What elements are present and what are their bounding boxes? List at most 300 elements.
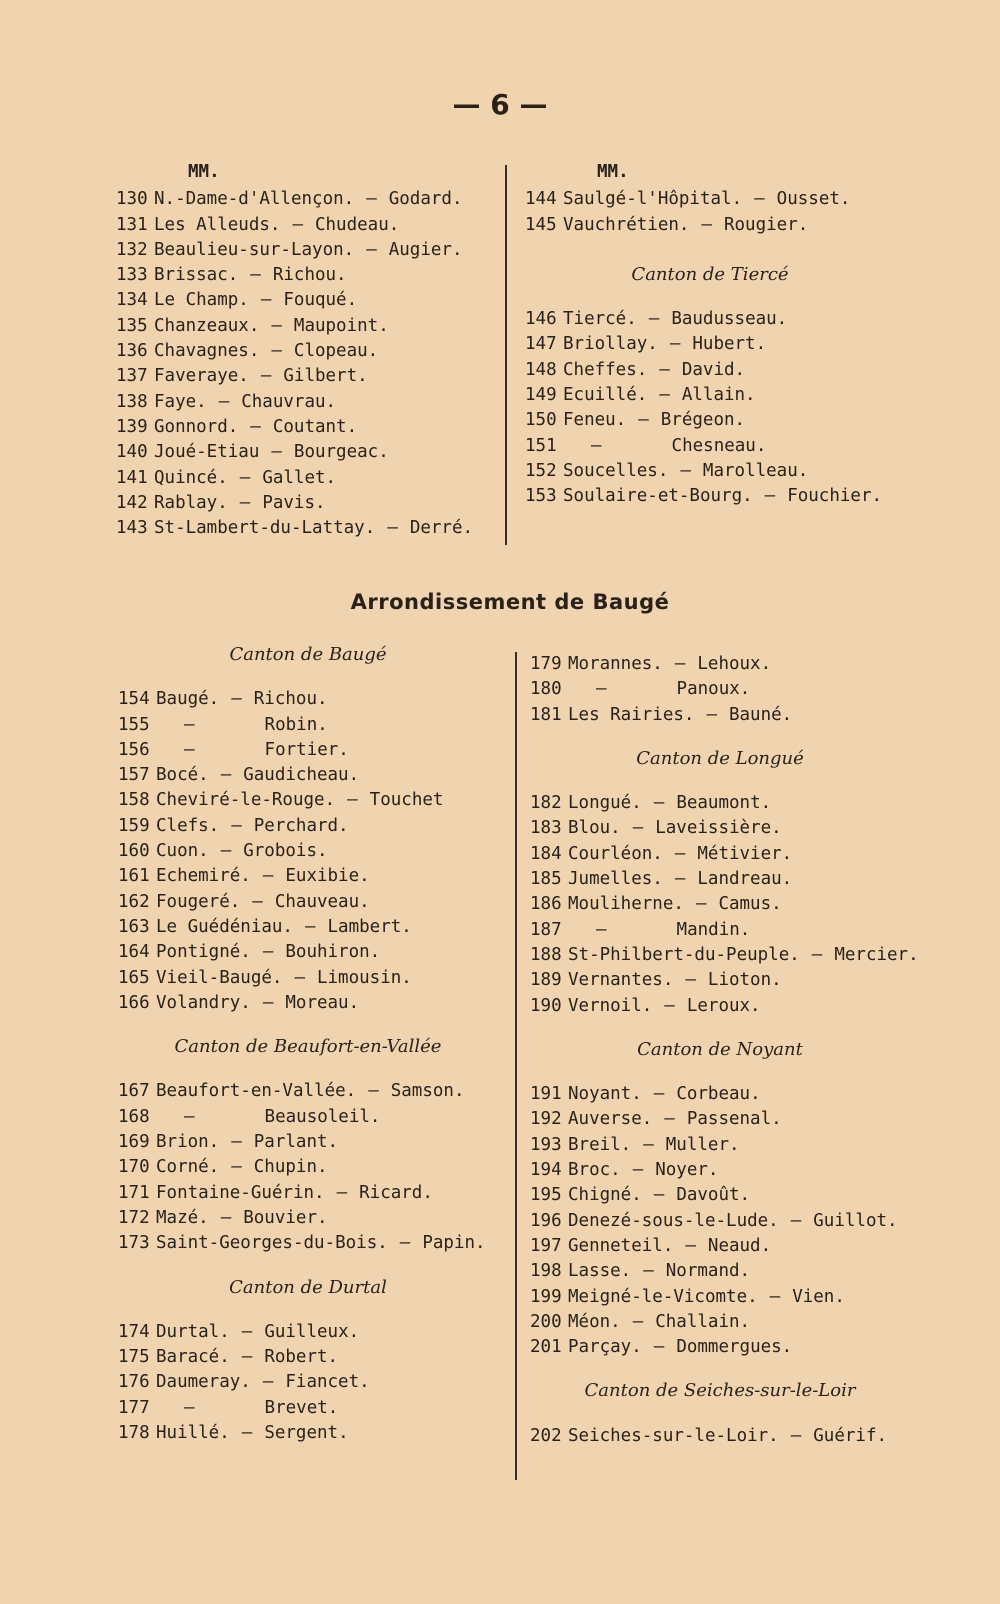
commune-name: Longué. [568,793,642,814]
entry-number: 136 [116,341,148,362]
dash-separator: — [653,793,665,814]
list-entry [118,1181,498,1206]
dash-separator: — [659,385,670,406]
person-name: Robert. [264,1347,339,1368]
dash-separator: — [292,214,303,235]
commune-name: Vernantes. [568,970,674,991]
dash-separator: — [220,1207,232,1228]
person-name: Panoux. [676,679,751,700]
ditto-dash: — [184,1106,195,1127]
commune-name: Pontigné. [156,942,251,963]
entry-number: 132 [116,239,148,260]
list-entry [525,459,895,484]
person-name: Laveissière. [655,818,782,839]
person-name: Chauveau. [274,891,370,912]
person-name: Beaumont. [676,793,772,814]
commune-name: Rablay. [154,492,228,513]
person-name: Baudusseau. [671,309,788,330]
entry-number: 174 [118,1321,150,1342]
list-entry [116,491,496,516]
person-name: Gallet. [262,467,337,488]
list-entry [530,943,919,968]
dash-separator: — [260,366,272,387]
dash-separator: — [231,815,242,836]
entry-number: 187 [530,919,562,940]
list-entry [118,1370,498,1395]
person-name: Lioton. [707,970,782,991]
entry-number: 181 [530,704,562,725]
dash-separator: — [695,894,707,915]
list-entry [118,687,498,712]
entry-number: 157 [118,765,150,786]
list-entry [530,1107,910,1132]
person-name: Fiancet. [285,1372,370,1393]
person-name: Hubert. [692,334,767,355]
list-entry [530,652,910,677]
entry-number: 160 [118,841,150,862]
ditto-dash: — [184,714,195,735]
commune-name: Vernoil. [568,995,653,1016]
entry-number: 148 [525,359,557,380]
entry-number: 141 [116,467,148,488]
list-entry [118,1231,498,1256]
dash-separator: — [220,765,232,786]
entry-number: 140 [116,442,148,463]
dash-separator: — [366,189,377,210]
commune-name: Mazé. [156,1207,209,1228]
commune-name: Courléon. [568,843,663,864]
entry-number: 178 [118,1423,150,1444]
person-name: Sergent. [264,1423,349,1444]
entry-number: 145 [525,214,557,235]
person-name: Chesneau. [671,435,767,456]
list-entry [116,339,496,364]
list-entry [525,307,895,332]
person-name: Touchet [369,790,444,811]
list-entry [118,915,498,940]
list-entry [530,791,910,816]
entry-number: 164 [118,942,150,963]
dash-separator: — [262,942,274,963]
dash-separator: — [664,1109,675,1130]
entry-number: 173 [118,1233,150,1254]
canton-title: Canton de Beaufort-en-Vallée [174,1036,442,1058]
dash-separator: — [790,1210,802,1231]
list-entry [116,288,496,313]
person-name: Grobois. [243,841,328,862]
entry-number: 196 [530,1210,562,1231]
commune-name: Gonnord. [154,416,239,437]
entry-number: 144 [525,189,557,210]
entry-number: 161 [118,866,150,887]
person-name: Fouchier. [787,486,883,507]
entry-number: 191 [530,1084,562,1105]
entry-number: 134 [116,290,148,311]
entry-number: 135 [116,315,148,336]
commune-name: Saulgé-l'Hôpital. [563,189,743,210]
list-entry [525,187,895,212]
person-name: Rougier. [723,214,809,235]
dash-separator: — [632,818,644,839]
dash-separator: — [674,843,686,864]
list-entry [525,213,895,238]
entry-number: 138 [116,391,148,412]
person-name: Papin. [422,1233,486,1254]
list-entry [530,892,910,917]
column-divider-top [505,165,507,545]
dash-separator: — [336,1182,348,1203]
entry-number: 168 [118,1106,150,1127]
entry-number: 147 [525,334,557,355]
entry-number: 149 [525,385,557,406]
commune-name: Lasse. [568,1261,632,1282]
person-name: Challain. [655,1311,751,1332]
entry-number: 172 [118,1207,150,1228]
commune-name: Seiches-sur-le-Loir. [568,1425,779,1446]
commune-name: Les Rairies. [568,704,695,725]
ditto-dash: — [184,1397,195,1418]
list-entry [116,263,496,288]
dash-separator: — [659,359,670,380]
list-entry [118,1421,498,1446]
person-name: Noyer. [655,1160,719,1181]
dash-separator: — [643,1134,654,1155]
dash-separator: — [648,309,660,330]
commune-name: St-Philbert-du-Peuple. [568,944,800,965]
person-name: Bouhiron. [285,942,381,963]
list-entry [118,1206,498,1231]
commune-name: Corné. [156,1157,220,1178]
entry-number: 186 [530,894,562,915]
dash-separator: — [399,1233,411,1254]
entry-number: 188 [530,944,562,965]
entry-number: 165 [118,967,150,988]
dash-separator: — [239,467,251,488]
entry-number: 155 [118,714,150,735]
person-name: Vien. [792,1286,845,1307]
person-name: Coutant. [272,416,358,437]
list-entry [118,890,498,915]
dash-separator: — [271,341,282,362]
entry-number: 182 [530,793,562,814]
canton-title: Canton de Longué [636,747,804,769]
entry-number: 150 [525,410,557,431]
entry-number: 170 [118,1157,150,1178]
commune-name: Huillé. [156,1423,230,1444]
commune-name: Faveraye. [154,366,249,387]
list-entry [116,440,496,465]
list-entry [530,1285,910,1310]
person-name: Clopeau. [293,341,379,362]
list-entry [116,415,496,440]
dash-separator: — [241,1321,253,1342]
entry-number: 162 [118,891,150,912]
dash-separator: — [366,239,377,260]
person-name: Allain. [681,385,756,406]
commune-name: Fontaine-Guérin. [156,1182,325,1203]
entry-number: 130 [116,189,148,210]
entry-number: 176 [118,1372,150,1393]
commune-name: Auverse. [568,1109,653,1130]
ditto-dash: — [596,679,607,700]
list-entry [118,966,498,991]
commune-name: Bocé. [156,765,209,786]
person-name: Augier. [388,239,463,260]
dash-separator: — [764,486,776,507]
dash-separator: — [653,1185,665,1206]
person-name: Leroux. [686,995,761,1016]
list-entry [116,390,496,415]
dash-separator: — [262,992,274,1013]
dash-separator: — [664,995,675,1016]
dash-separator: — [368,1081,379,1102]
list-entry [118,1345,498,1370]
list-entry [530,1259,910,1284]
entry-number: 201 [530,1337,562,1358]
person-name: Parlant. [253,1132,339,1153]
dash-separator: — [271,315,282,336]
person-name: Métivier. [697,843,793,864]
dash-separator: — [294,967,305,988]
list-entry [116,516,496,541]
person-name: Lehoux. [697,654,772,674]
list-entry [118,1396,498,1421]
entry-number: 156 [118,739,150,760]
commune-name: Brissac. [154,265,239,286]
list-entry [118,864,498,889]
list-entry [530,677,910,702]
entry-number: 179 [530,654,562,674]
mm-header: MM. [188,162,220,182]
dash-separator: — [669,334,681,355]
list-entry [530,1234,910,1259]
dash-separator: — [685,970,696,991]
list-entry [530,1310,910,1335]
person-name: Muller. [665,1134,740,1155]
dash-separator: — [685,1235,696,1256]
list-entry [530,1209,910,1234]
person-name: Fortier. [264,739,349,760]
commune-name: Les Alleuds. [154,214,281,235]
dash-separator: — [262,1372,274,1393]
entry-number: 192 [530,1109,562,1130]
commune-name: Chavagnes. [154,341,260,362]
commune-name: Feneu. [563,410,627,431]
top-left-column [116,160,496,541]
commune-name: Cheviré-le-Rouge. [156,790,336,811]
person-name: Marolleau. [702,460,809,481]
commune-name: Joué-Etiau [154,442,260,463]
person-name: David. [681,359,746,380]
commune-name: Jumelles. [568,869,663,890]
commune-name: Echemiré. [156,866,251,887]
person-name: Passenal. [686,1109,782,1130]
commune-name: Saint-Georges-du-Bois. [156,1233,388,1254]
top-right-column [525,160,895,510]
canton-title: Canton de Baugé [229,644,387,665]
person-name: Dommergues. [676,1337,793,1358]
person-name: Brégeon. [660,410,746,431]
person-name: Richou. [253,689,328,710]
commune-name: Vauchrétien. [563,214,690,235]
person-name: Fouqué. [283,290,358,311]
entry-number: 133 [116,265,148,286]
entry-number: 180 [530,679,562,700]
commune-name: Genneteil. [568,1235,674,1256]
person-name: Robin. [264,714,328,735]
entry-number: 151 [525,435,557,456]
commune-name: Blou. [568,818,621,839]
ditto-dash: — [184,739,195,760]
person-name: Moreau. [285,992,360,1013]
person-name: Bouvier. [243,1207,328,1228]
commune-name: Noyant. [568,1084,642,1105]
list-entry [118,763,498,788]
commune-name: Morannes. [568,654,663,674]
dash-separator: — [260,290,272,311]
list-entry [530,842,910,867]
dash-separator: — [680,460,691,481]
person-name: Bourgeac. [293,442,389,463]
commune-name: Daumeray. [156,1372,251,1393]
dash-separator: — [252,891,263,912]
dash-separator: — [231,1132,242,1153]
entry-number: 131 [116,214,148,235]
list-entry [116,238,496,263]
entry-number: 197 [530,1235,562,1256]
person-name: Limousin. [316,967,412,988]
canton-title: Canton de Tiercé [631,263,789,285]
person-name: Ricard. [359,1182,433,1203]
entry-number: 159 [118,815,150,836]
dash-separator: — [632,1311,644,1332]
entry-number: 194 [530,1160,562,1181]
list-entry [118,788,498,813]
entry-number: 183 [530,818,562,839]
bottom-left-column [118,642,498,1446]
commune-name: Breil. [568,1134,632,1155]
dash-separator: — [653,1084,665,1105]
commune-name: Le Guédéniau. [156,916,293,937]
person-name: Mandin. [676,919,751,940]
list-entry [118,1320,498,1345]
dash-separator: — [674,869,686,890]
list-entry [525,383,895,408]
person-name: Brevet. [264,1397,339,1418]
list-entry [118,940,498,965]
entry-number: 153 [525,486,557,507]
person-name: Corbeau. [676,1084,761,1105]
canton-title: Canton de Seiches-sur-le-Loir [584,1380,856,1402]
commune-name: Cheffes. [563,359,648,380]
person-name: Maupoint. [293,315,389,336]
list-entry [530,968,910,993]
person-name: Davoût. [676,1185,751,1206]
commune-name: Meigné-le-Vicomte. [568,1286,758,1307]
person-name: Guillot. [813,1210,898,1231]
list-entry [530,1158,910,1183]
entry-number: 169 [118,1132,150,1153]
entry-number: 200 [530,1311,562,1332]
commune-name: Chanzeaux. [154,315,260,336]
person-name: Lambert. [327,916,412,937]
commune-name: Durtal. [156,1321,230,1342]
entry-number: 199 [530,1286,562,1307]
list-entry [530,1082,910,1107]
mm-header: MM. [597,162,629,182]
commune-name: Quincé. [154,467,228,488]
entry-number: 195 [530,1185,562,1206]
dash-separator: — [387,518,398,539]
commune-name: Tiercé. [563,309,637,330]
commune-name: Chigné. [568,1185,642,1206]
commune-name: Cuon. [156,841,209,862]
entry-number: 152 [525,460,557,481]
commune-name: Le Champ. [154,290,249,311]
entry-number: 154 [118,689,150,710]
list-entry [525,434,895,459]
commune-name: Beaufort-en-Vallée. [156,1081,357,1102]
dash-separator: — [769,1286,781,1307]
dash-separator: — [754,189,765,210]
dash-separator: — [262,866,274,887]
person-name: Euxibie. [285,866,370,887]
commune-name: Beaulieu-sur-Layon. [154,239,355,260]
entry-number: 163 [118,916,150,937]
entry-number: 202 [530,1425,562,1446]
person-name: Samson. [390,1081,465,1102]
dash-separator: — [250,416,261,437]
commune-name: Fougeré. [156,891,241,912]
list-entry [116,364,496,389]
list-entry [118,1079,498,1104]
commune-name: Soucelles. [563,460,669,481]
dash-separator: — [231,1157,242,1178]
person-name: Camus. [718,894,782,915]
person-name: Richou. [272,265,347,286]
dash-separator: — [632,1160,644,1181]
dash-separator: — [811,944,823,965]
dash-separator: — [304,916,316,937]
person-name: Normand. [665,1261,751,1282]
list-entry [525,332,895,357]
list-entry [118,1130,498,1155]
person-name: Landreau. [697,869,793,890]
dash-separator: — [653,1337,665,1358]
person-name: Chudeau. [314,214,400,235]
entry-number: 143 [116,518,148,539]
list-entry [118,1155,498,1180]
list-entry [118,738,498,763]
commune-name: Faye. [154,391,207,412]
entry-number: 193 [530,1134,562,1155]
commune-name: N.-Dame-d'Allençon. [154,189,355,210]
commune-name: Méon. [568,1311,621,1332]
dash-separator: — [701,214,712,235]
person-name: Guérif. [813,1425,888,1446]
list-entry [116,466,496,491]
person-name: Bauné. [728,704,793,725]
list-entry [118,991,498,1016]
dash-separator: — [241,1347,253,1368]
entry-number: 184 [530,843,562,864]
canton-title: Canton de Durtal [229,1276,387,1298]
list-entry [530,918,910,943]
person-name: Perchard. [253,815,349,836]
ditto-dash: — [596,919,607,940]
commune-name: Briollay. [563,334,658,355]
list-entry [118,814,498,839]
